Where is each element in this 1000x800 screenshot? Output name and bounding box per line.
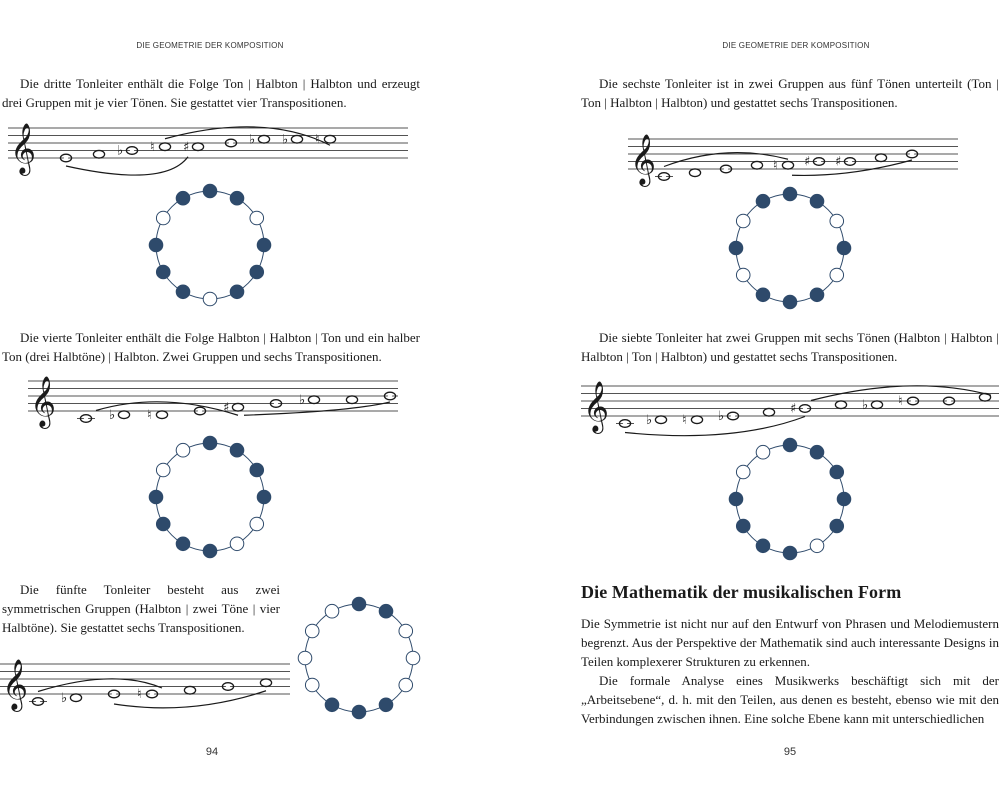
natural-icon: ♮: [682, 412, 687, 428]
treble-clef-icon: 𝄞: [583, 381, 610, 432]
note: [118, 411, 129, 419]
sharp-icon: ♯: [183, 139, 190, 155]
staff-lines: [28, 381, 398, 411]
pitch-dot-empty: [756, 445, 770, 459]
pitch-class-ring: [305, 604, 413, 712]
pitch-dot-empty: [156, 211, 170, 225]
pitch-dot-empty: [830, 268, 844, 282]
pitch-dot-empty: [325, 604, 339, 618]
notehead-hole: [311, 397, 317, 403]
sharp-icon: ♯: [835, 154, 842, 170]
notehead-hole: [874, 402, 880, 408]
note: [258, 135, 269, 143]
natural-icon: ♮: [773, 158, 778, 174]
note: [192, 143, 203, 151]
pitch-dot-filled: [756, 194, 770, 208]
pitch-dot-empty: [810, 539, 824, 553]
notehead-hole: [658, 417, 664, 423]
note: [308, 396, 319, 404]
running-header-right: DIE GEOMETRIE DER KOMPOSITION: [722, 41, 870, 50]
pitch-dot-filled: [783, 187, 797, 201]
note: [291, 135, 302, 143]
pitch-dot-filled: [736, 519, 750, 533]
pitch-dot-filled: [783, 546, 797, 560]
pitch-dot-empty: [736, 268, 750, 282]
paragraph-seventh-scale: Die siebte Tonleiter hat zwei Gruppen mit sechs Tönen (Halbton | Halbton | Halbton | Ton | Halbton) und gestattet sechs Transpositionen.: [581, 330, 999, 364]
pitch-dot-empty: [250, 211, 264, 225]
pitch-dot-filled: [729, 492, 743, 506]
note: [691, 416, 702, 424]
pitch-class-ring: [156, 191, 264, 299]
pitch-dot-filled: [156, 517, 170, 531]
flat-icon: ♭: [718, 409, 725, 424]
sharp-icon: ♯: [790, 401, 797, 417]
notehead-hole: [692, 170, 698, 176]
pitch-dot-filled: [149, 238, 163, 252]
notehead-hole: [766, 409, 772, 415]
pitch-dot-filled: [810, 288, 824, 302]
pitch-dot-empty: [399, 624, 413, 638]
circle-fifth-scale: [294, 593, 424, 723]
note: [324, 135, 335, 143]
note: [184, 686, 195, 694]
note: [159, 143, 170, 151]
notehead-hole: [785, 162, 791, 168]
pitch-dot-empty: [399, 678, 413, 692]
treble-clef-icon: 𝄞: [2, 659, 29, 710]
flat-icon: ♭: [109, 407, 116, 423]
pitch-dot-filled: [352, 705, 366, 719]
pitch-dot-empty: [298, 651, 312, 665]
pitch-class-ring: [156, 443, 264, 551]
pitch-dot-filled: [783, 295, 797, 309]
pitch-dot-filled: [810, 445, 824, 459]
flat-icon: ♭: [299, 392, 306, 408]
pitch-dot-empty: [230, 537, 244, 551]
sharp-icon: ♯: [804, 154, 811, 170]
pitch-dot-filled: [149, 490, 163, 504]
pitch-dot-filled: [756, 539, 770, 553]
note: [156, 411, 167, 419]
treble-clef-icon: 𝄞: [630, 134, 657, 185]
pitch-dot-filled: [250, 463, 264, 477]
pitch-dot-filled: [810, 194, 824, 208]
slur: [244, 402, 390, 415]
pitch-dot-filled: [325, 698, 339, 712]
note: [77, 415, 95, 423]
slur: [66, 157, 188, 175]
flat-icon: ♭: [61, 690, 68, 706]
note: [751, 161, 762, 169]
pitch-dot-filled: [230, 285, 244, 299]
pitch-class-ring: [736, 445, 844, 553]
body-paragraph-2: Die formale Analyse eines Musikwerks beschäftigt sich mit der „Arbeitsebene“, d. h. mit den Teilen, aus denen es besteht, ebenso wie mit den Verbindungen zwischen ihnen. Eine solche Ebene kann mit unterschiedlichen: [581, 673, 999, 726]
natural-icon: ♮: [147, 407, 152, 423]
pitch-dot-filled: [837, 241, 851, 255]
body-paragraph-1: Die Symmetrie ist nicht nur auf den Entwurf von Phrasen und Melodiemustern begrenzt. Aus der Perspektive der Mathematik sind auch interessante Designs in Teilen komplexerer Strukturen zu erkennen.: [581, 616, 999, 669]
pitch-dot-filled: [257, 490, 271, 504]
note: [70, 694, 81, 702]
pitch-dot-empty: [736, 465, 750, 479]
page-number-left: 94: [205, 746, 219, 758]
pitch-dot-empty: [830, 214, 844, 228]
notehead-hole: [878, 155, 884, 161]
pitch-dot-filled: [176, 191, 190, 205]
note: [29, 698, 47, 706]
note: [260, 679, 271, 687]
slur: [165, 127, 330, 148]
note: [655, 416, 666, 424]
paragraph-fourth-scale: Die vierte Tonleiter enthält die Folge Halbton | Halbton | Ton und ein halber Ton (drei Halbtöne) | Halbton. Zwei Gruppen und sechs Transpositionen.: [2, 330, 420, 364]
note: [616, 420, 634, 428]
notehead-hole: [235, 404, 241, 410]
sharp-icon: ♯: [223, 400, 230, 416]
treble-clef-icon: 𝄞: [10, 123, 37, 174]
pitch-dot-empty: [203, 292, 217, 306]
notehead-hole: [261, 136, 267, 142]
running-header-left: DIE GEOMETRIE DER KOMPOSITION: [136, 41, 284, 50]
natural-icon: ♮: [898, 394, 903, 409]
note: [782, 161, 793, 169]
circle-fourth-scale: [145, 432, 275, 562]
pitch-dot-empty: [156, 463, 170, 477]
pitch-dot-filled: [176, 285, 190, 299]
paragraph-third-scale: Die dritte Tonleiter enthält die Folge Ton | Halbton | Halbton und erzeugt drei Gruppen mit je vier Tönen. Sie gestattet vier Transpositionen.: [2, 76, 420, 110]
notehead-hole: [96, 151, 102, 157]
pitch-dot-filled: [830, 465, 844, 479]
right-page: [500, 0, 1000, 800]
page-number-right: 95: [783, 746, 797, 758]
pitch-dot-filled: [257, 238, 271, 252]
note: [871, 401, 882, 409]
notehead-hole: [294, 136, 300, 142]
notehead-hole: [121, 412, 127, 418]
pitch-dot-filled: [379, 604, 393, 618]
notehead-hole: [195, 144, 201, 150]
paragraph-fifth-scale: Die fünfte Tonleiter besteht aus zwei symmetrischen Gruppen (Halbton | zwei Töne | vier Halbtöne). Sie gestattet sechs Transpositionen.: [2, 582, 280, 635]
notehead-hole: [263, 680, 269, 686]
pitch-dot-filled: [729, 241, 743, 255]
note: [655, 173, 673, 181]
notehead-hole: [982, 394, 988, 400]
pitch-dot-filled: [379, 698, 393, 712]
natural-icon: ♮: [137, 687, 142, 702]
treble-clef-icon: 𝄞: [30, 376, 57, 427]
note: [875, 154, 886, 162]
staff-lines: [8, 128, 408, 158]
pitch-dot-empty: [250, 517, 264, 531]
pitch-dot-empty: [305, 624, 319, 638]
circle-sixth-scale: [725, 183, 855, 313]
note: [346, 396, 357, 404]
pitch-dot-filled: [250, 265, 264, 279]
note: [835, 401, 846, 409]
flat-icon: ♭: [282, 132, 289, 148]
notehead-hole: [327, 136, 333, 142]
note: [93, 150, 104, 158]
natural-icon: ♮: [150, 139, 155, 155]
pitch-dot-empty: [406, 651, 420, 665]
pitch-dot-filled: [176, 537, 190, 551]
notehead-hole: [162, 144, 168, 150]
pitch-dot-filled: [352, 597, 366, 611]
staff-fifth-scale: [0, 648, 290, 728]
pitch-dot-filled: [830, 519, 844, 533]
circle-third-scale: [145, 180, 275, 310]
notehead-hole: [159, 412, 165, 418]
pitch-dot-filled: [156, 265, 170, 279]
pitch-dot-filled: [203, 436, 217, 450]
pitch-dot-filled: [783, 438, 797, 452]
pitch-class-ring: [736, 194, 844, 302]
section-heading: Die Mathematik der musikalischen Form: [581, 582, 902, 602]
pitch-dot-empty: [305, 678, 319, 692]
note: [689, 169, 700, 177]
flat-icon: ♭: [862, 397, 869, 413]
notehead-hole: [694, 417, 700, 423]
note: [763, 408, 774, 416]
circle-seventh-scale: [725, 434, 855, 564]
flat-icon: ♭: [646, 412, 653, 428]
slur: [664, 153, 788, 167]
pitch-dot-filled: [203, 184, 217, 198]
pitch-dot-filled: [837, 492, 851, 506]
note: [232, 403, 243, 411]
pitch-dot-empty: [176, 443, 190, 457]
notehead-hole: [754, 162, 760, 168]
paragraph-sixth-scale: Die sechste Tonleiter ist in zwei Gruppen aus fünf Tönen unterteilt (Ton | Ton | Halbton | Halbton) und gestattet sechs Transpositionen.: [581, 76, 999, 110]
notehead-hole: [187, 687, 193, 693]
flat-icon: ♭: [249, 132, 256, 148]
notehead-hole: [349, 397, 355, 403]
pitch-dot-filled: [230, 191, 244, 205]
pitch-dot-filled: [756, 288, 770, 302]
pitch-dot-empty: [736, 214, 750, 228]
notehead-hole: [73, 695, 79, 701]
notehead-hole: [838, 402, 844, 408]
pitch-dot-filled: [230, 443, 244, 457]
pitch-dot-filled: [203, 544, 217, 558]
natural-icon: ♮: [315, 132, 320, 148]
slur: [38, 679, 162, 692]
flat-icon: ♭: [117, 143, 124, 159]
